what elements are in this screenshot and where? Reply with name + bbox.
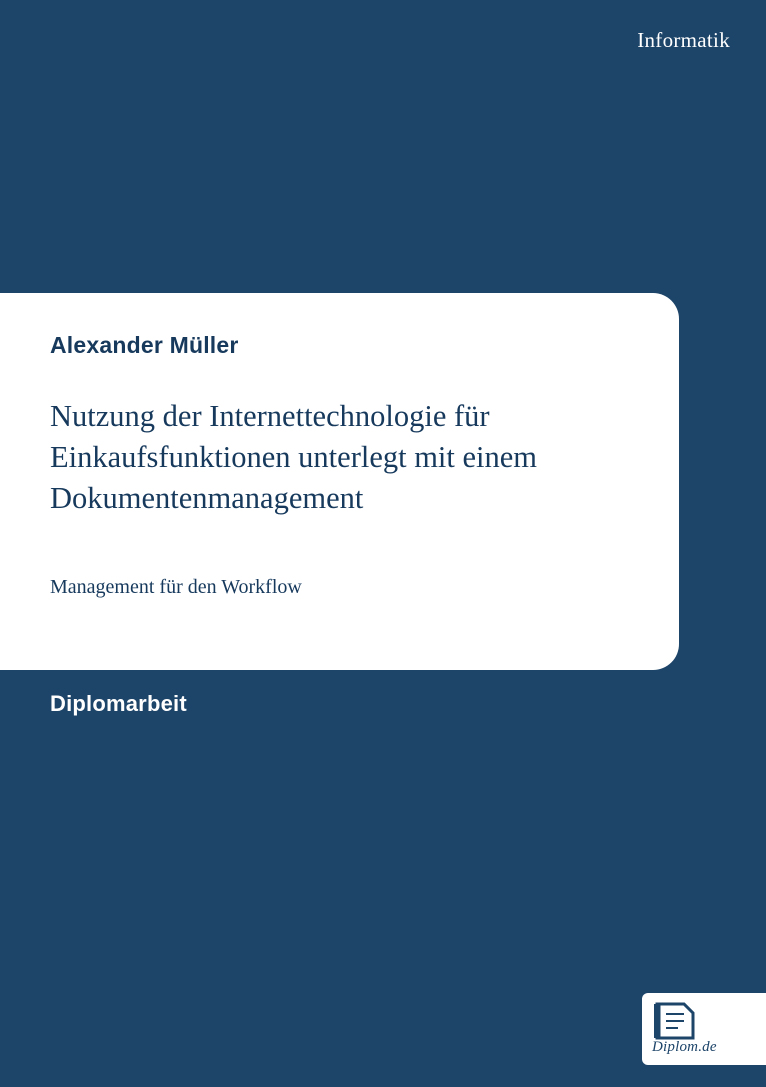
page-title: Nutzung der Internettechnologie für Einkaufsfunktionen unterlegt mit einem Dokumentenmanagement [50, 399, 538, 515]
publisher-logo [642, 993, 766, 1065]
book-icon [654, 1001, 696, 1041]
publisher-name: Diplom.de [652, 1039, 717, 1055]
author-name: Alexander Müller [50, 332, 239, 358]
title-card [0, 293, 679, 670]
document-type-label: Diplomarbeit [50, 691, 187, 716]
category-label: Informatik [637, 28, 730, 52]
page-subtitle: Management für den Workflow [50, 576, 302, 598]
